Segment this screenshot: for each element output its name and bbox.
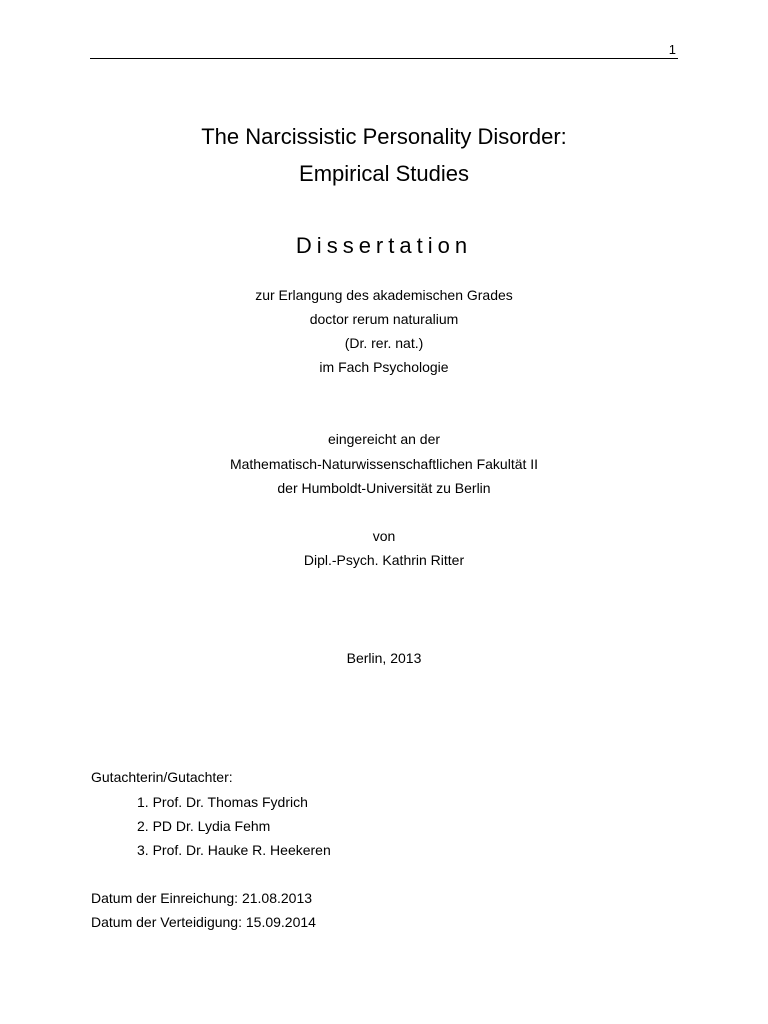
submission-line-1: eingereicht an der (327, 431, 441, 447)
degree-line-2: doctor rerum naturalium (309, 311, 459, 327)
author-name: Dipl.-Psych. Kathrin Ritter (303, 552, 465, 568)
page-number: 1 (668, 42, 676, 57)
degree-line-1: zur Erlangung des akademischen Grades (255, 287, 513, 303)
defense-date: Datum der Verteidigung: 15.09.2014 (91, 914, 316, 930)
submission-line-3: der Humboldt-Universität zu Berlin (277, 480, 491, 496)
place-year: Berlin, 2013 (346, 650, 422, 666)
header-rule (90, 58, 678, 59)
reviewer-2: 2. PD Dr. Lydia Fehm (137, 818, 271, 834)
degree-line-3: (Dr. rer. nat.) (344, 335, 424, 351)
submission-line-2: Mathematisch-Naturwissenschaftlichen Fakultät II (229, 456, 539, 472)
document-type-heading: Dissertation (295, 233, 473, 258)
submission-date: Datum der Einreichung: 21.08.2013 (91, 890, 313, 906)
reviewers-label: Gutachterin/Gutachter: (91, 769, 233, 785)
author-by-label: von (372, 528, 396, 544)
reviewer-3: 3. Prof. Dr. Hauke R. Heekeren (137, 842, 331, 858)
title-line-2: Empirical Studies (299, 161, 469, 186)
degree-line-4: im Fach Psychologie (319, 359, 449, 375)
title-line-1: The Narcissistic Personality Disorder: (201, 124, 567, 149)
reviewer-1: 1. Prof. Dr. Thomas Fydrich (137, 794, 308, 810)
